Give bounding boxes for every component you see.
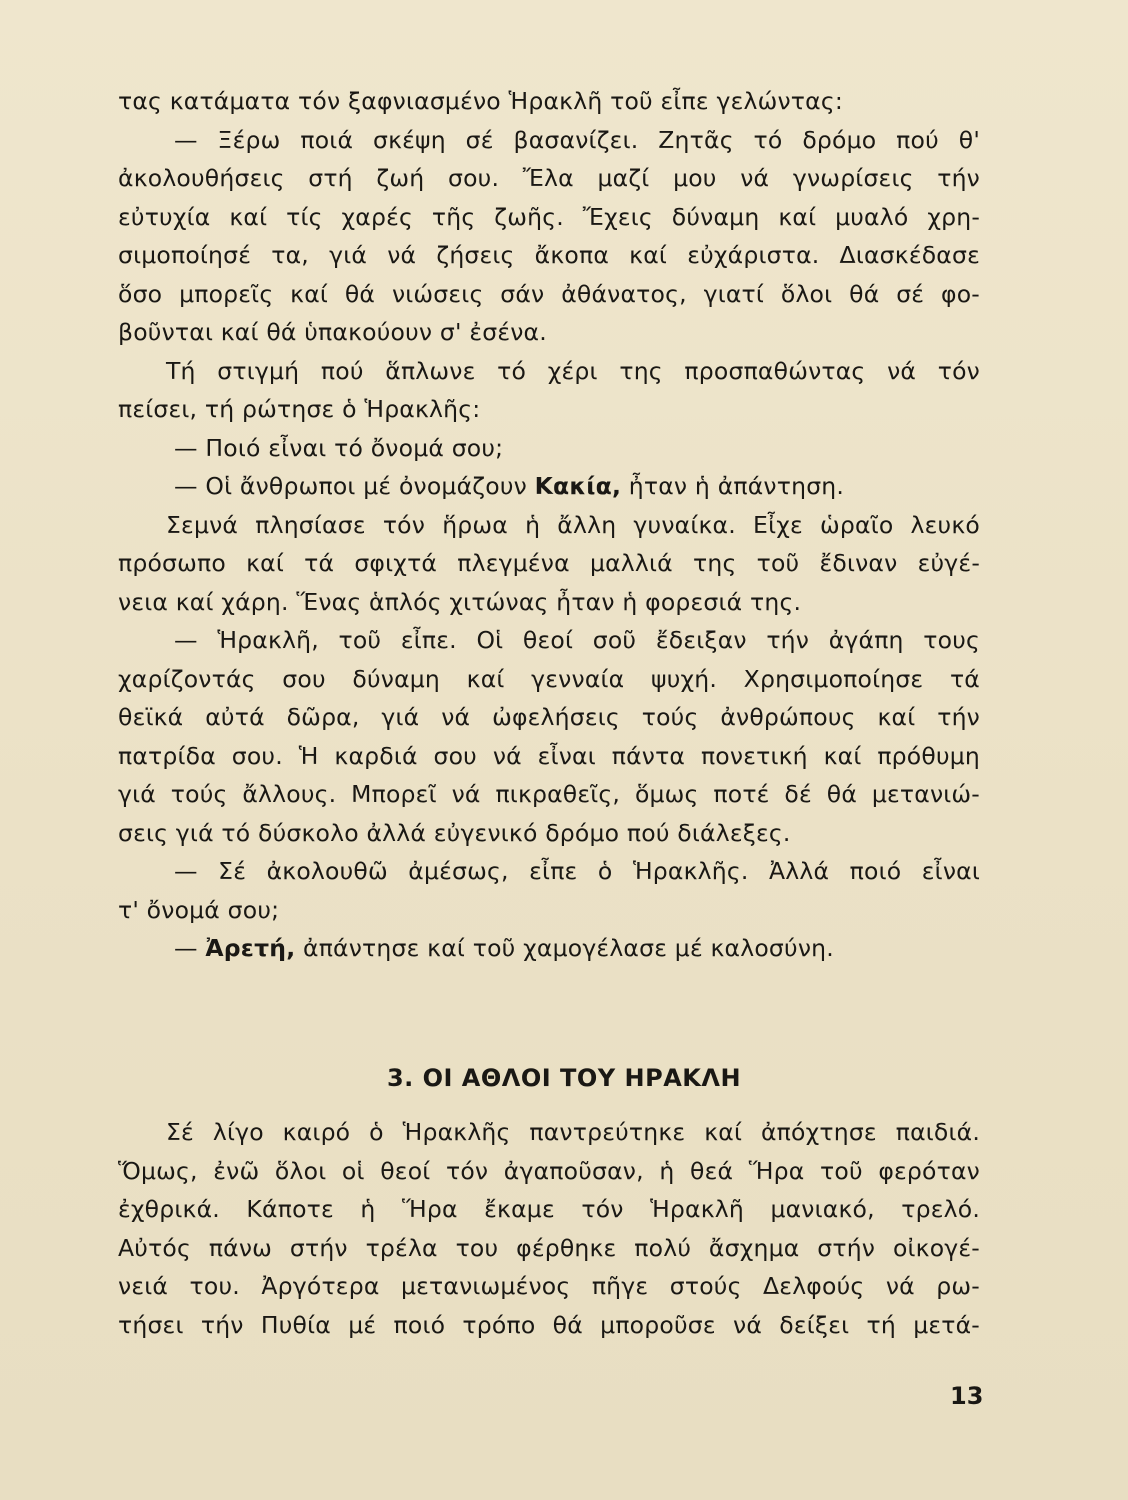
- text-line: τας κατάματα τόν ξαφνιασμένο Ἡρακλῆ τοῦ εἶπε γελώντας:: [118, 87, 843, 115]
- text-line: βοῦνται καί θά ὑπακούουν σ' ἐσένα.: [118, 318, 547, 346]
- dialog-prefix: —: [174, 934, 206, 962]
- text-line: πρόσωπο καί τά σφιχτά πλεγμένα μαλλιά της τοῦ ἔδιναν εὐγέ-: [118, 549, 980, 577]
- text-line: — Ξέρω ποιά σκέψη σέ βασανίζει. Ζητᾶς τό δρόμο πού θ': [174, 125, 980, 154]
- name-kakia: Κακία,: [534, 472, 622, 500]
- text-line: — Ποιό εἶναι τό ὄνομά σου;: [174, 433, 504, 462]
- text-line: ὅσο μπορεῖς καί θά νιώσεις σάν ἀθάνατος, γιατί ὅλοι θά σέ φο-: [118, 279, 980, 308]
- text-line: πείσει, τή ρώτησε ὁ Ἡρακλῆς:: [118, 395, 481, 423]
- page-number: 13: [950, 1382, 984, 1410]
- paragraph-4: [118, 621, 980, 852]
- paragraph-1: [118, 82, 980, 352]
- text-line: Ὅμως, ἐνῶ ὅλοι οἱ θεοί τόν ἀγαποῦσαν, ἡ θεά Ἥρα τοῦ φερόταν: [118, 1156, 980, 1185]
- text-line: νεια καί χάρη. Ἕνας ἁπλός χιτώνας ἦταν ἡ φορεσιά της.: [118, 587, 802, 616]
- text-line: [118, 929, 980, 968]
- paragraph-2: [118, 352, 980, 429]
- text-line: πατρίδα σου. Ἡ καρδιά σου νά εἶναι πάντα πονετική καί πρόθυμη: [118, 741, 980, 770]
- paragraph-3: [118, 506, 980, 622]
- text-line: χαρίζοντάς σου δύναμη καί γενναία ψυχή. Χρησιμοποίησε τά: [118, 664, 980, 693]
- text-line: ἀκολουθήσεις στή ζωή σου. Ἔλα μαζί μου νά γνωρίσεις τήν: [118, 164, 980, 192]
- dialog-arete: [118, 929, 980, 968]
- dialog-suffix: ἀπάντησε καί τοῦ χαμογέλασε μέ καλοσύνη.: [295, 934, 834, 962]
- section-heading: 3. ΟΙ ΑΘΛΟΙ ΤΟΥ ΗΡΑΚΛΗ: [386, 1064, 742, 1092]
- text-line: — Ἡρακλῆ, τοῦ εἶπε. Οἱ θεοί σοῦ ἔδειξαν τήν ἀγάπη τους: [174, 626, 980, 654]
- text-line: σεις γιά τό δύσκολο ἀλλά εὐγενικό δρόμο πού διάλεξες.: [118, 818, 791, 847]
- body-text: [118, 82, 980, 968]
- text-line: Τή στιγμή πού ἅπλωνε τό χέρι της προσπαθώντας νά τόν: [166, 356, 980, 385]
- dialog-suffix: ἦταν ἡ ἀπάντηση.: [621, 472, 845, 500]
- text-line: τήσει τήν Πυθία μέ ποιό τρόπο θά μποροῦσε νά δείξει τή μετά-: [118, 1310, 980, 1339]
- dialog-kakia: [118, 429, 980, 506]
- text-line: — Σέ ἀκολουθῶ ἀμέσως, εἶπε ὁ Ἡρακλῆς. Ἀλλά ποιό εἶναι: [174, 857, 980, 885]
- text-line: Σέ λίγο καιρό ὁ Ἡρακλῆς παντρεύτηκε καί ἀπόχτησε παιδιά.: [166, 1118, 980, 1146]
- text-line: Σεμνά πλησίασε τόν ἥρωα ἡ ἄλλη γυναίκα. Εἶχε ὡραῖο λευκό: [166, 510, 980, 539]
- text-line: [118, 467, 980, 506]
- text-line: ἐχθρικά. Κάποτε ἡ Ἥρα ἔκαμε τόν Ἡρακλῆ μανιακό, τρελό.: [118, 1195, 980, 1223]
- name-arete: Ἀρετή,: [205, 934, 296, 962]
- text-line: σιμοποίησέ τα, γιά νά ζήσεις ἄκοπα καί εὐχάριστα. Διασκέδασε: [118, 241, 980, 269]
- text-line: Αὐτός πάνω στήν τρέλα του φέρθηκε πολύ ἄσχημα στήν οἰκογέ-: [118, 1233, 980, 1262]
- text-line: θεϊκά αὐτά δῶρα, γιά νά ὠφελήσεις τούς ἀνθρώπους καί τήν: [118, 703, 980, 731]
- text-line: γιά τούς ἄλλους. Μπορεῖ νά πικραθεῖς, ὅμως ποτέ δέ θά μετανιώ-: [118, 780, 980, 808]
- paragraph-5: [118, 852, 980, 929]
- text-line: εὐτυχία καί τίς χαρές τῆς ζωῆς. Ἔχεις δύναμη καί μυαλό χρη-: [118, 202, 980, 231]
- text-line: τ' ὄνομά σου;: [118, 895, 280, 924]
- dialog-prefix: — Οἱ ἄνθρωποι μέ ὀνομάζουν: [174, 472, 535, 500]
- text-line: νειά του. Ἀργότερα μετανιωμένος πῆγε στούς Δελφούς νά ρω-: [118, 1272, 980, 1300]
- section-body: [118, 1113, 980, 1344]
